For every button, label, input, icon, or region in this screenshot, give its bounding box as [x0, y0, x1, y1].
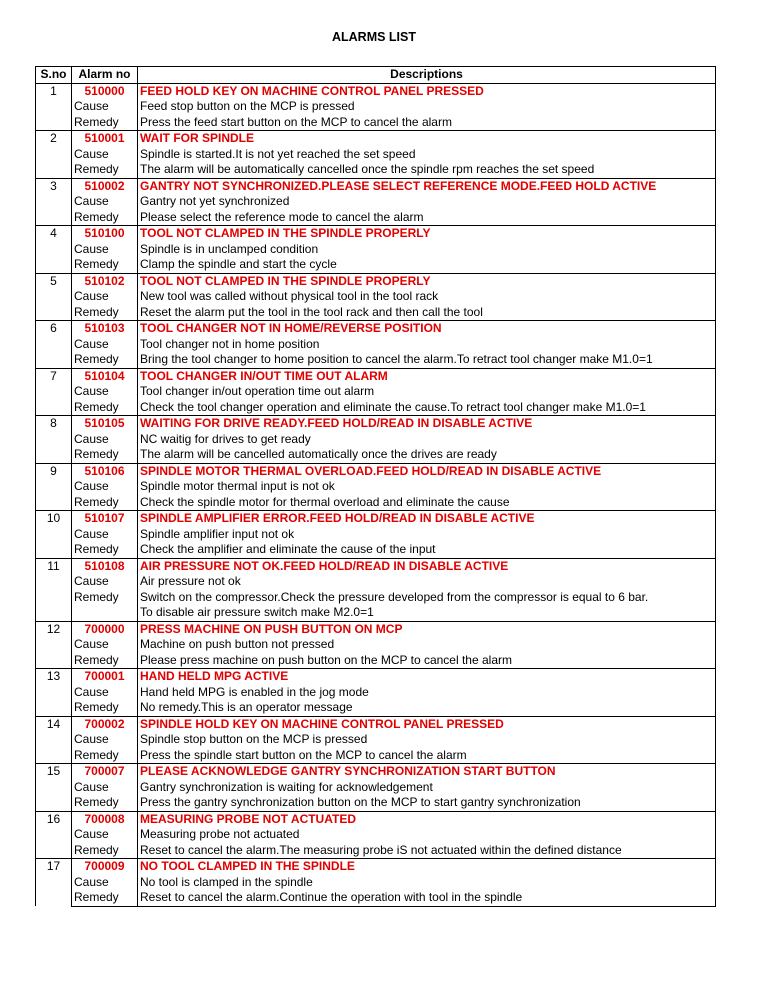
alarm-cause: NC waitig for drives to get ready [138, 432, 716, 448]
alarm-cause-row [36, 99, 716, 115]
alarm-remedy-row [36, 400, 716, 416]
alarm-remedy: Check the spindle motor for thermal overload and eliminate the cause [138, 495, 716, 511]
alarm-code: 510104 [72, 368, 138, 384]
alarm-row [36, 716, 716, 732]
alarm-title: SPINDLE MOTOR THERMAL OVERLOAD.FEED HOLD/READ IN DISABLE ACTIVE [138, 463, 716, 479]
alarm-remedy: The alarm will be cancelled automatically once the drives are ready [138, 447, 716, 463]
alarm-remedy-row [36, 115, 716, 131]
alarm-remedy: Check the amplifier and eliminate the cause of the input [138, 542, 716, 558]
cause-label: Cause [72, 574, 138, 590]
alarm-title: HAND HELD MPG ACTIVE [138, 669, 716, 685]
alarm-cause-row [36, 780, 716, 796]
alarm-title: WAIT FOR SPINDLE [138, 131, 716, 147]
cause-label: Cause [72, 384, 138, 400]
alarm-cause-row [36, 732, 716, 748]
remedy-label: Remedy [72, 795, 138, 811]
alarm-remedy: Press the gantry synchronization button on the MCP to start gantry synchronization [138, 795, 716, 811]
alarms-table [35, 66, 716, 907]
alarm-row [36, 463, 716, 479]
alarm-table-body [36, 83, 716, 906]
header-descriptions: Descriptions [138, 67, 716, 84]
alarm-row [36, 321, 716, 337]
alarm-cause: Air pressure not ok [138, 574, 716, 590]
alarm-sno: 7 [36, 368, 72, 416]
alarm-title: TOOL NOT CLAMPED IN THE SPINDLE PROPERLY [138, 226, 716, 242]
cause-label: Cause [72, 99, 138, 115]
alarm-code: 510103 [72, 321, 138, 337]
alarm-sno: 17 [36, 859, 72, 907]
alarm-cause-row [36, 384, 716, 400]
header-alarm-no: Alarm no [72, 67, 138, 84]
alarm-cause-row [36, 432, 716, 448]
alarm-cause-row [36, 637, 716, 653]
alarm-sno: 5 [36, 273, 72, 321]
alarm-remedy-row [36, 653, 716, 669]
alarm-remedy-row [36, 352, 716, 368]
remedy-label: Remedy [72, 400, 138, 416]
alarm-remedy: Please select the reference mode to cancel the alarm [138, 210, 716, 226]
alarm-sno: 4 [36, 226, 72, 274]
cause-label: Cause [72, 637, 138, 653]
alarm-code: 510107 [72, 511, 138, 527]
alarm-cause-row [36, 527, 716, 543]
alarm-cause: Spindle motor thermal input is not ok [138, 479, 716, 495]
alarm-remedy: Bring the tool changer to home position to cancel the alarm.To retract tool changer make M1.0=1 [138, 352, 716, 368]
alarm-cause-row [36, 147, 716, 163]
alarm-remedy: Switch on the compressor.Check the pressure developed from the compressor is equal to 6 bar. [138, 590, 716, 606]
alarm-cause: Feed stop button on the MCP is pressed [138, 99, 716, 115]
alarm-title: SPINDLE HOLD KEY ON MACHINE CONTROL PANEL PRESSED [138, 716, 716, 732]
cause-label: Cause [72, 479, 138, 495]
alarm-sno: 6 [36, 321, 72, 369]
alarm-remedy-row [36, 748, 716, 764]
alarm-title: TOOL CHANGER IN/OUT TIME OUT ALARM [138, 368, 716, 384]
alarm-code: 510001 [72, 131, 138, 147]
alarm-cause: Measuring probe not actuated [138, 827, 716, 843]
alarm-sno: 2 [36, 131, 72, 179]
alarm-cause: Gantry not yet synchronized [138, 194, 716, 210]
alarm-cause-row [36, 289, 716, 305]
alarm-row [36, 764, 716, 780]
alarm-row [36, 621, 716, 637]
remedy-label: Remedy [72, 162, 138, 178]
remedy-label: Remedy [72, 653, 138, 669]
alarm-remedy-row [36, 605, 716, 621]
alarm-sno: 8 [36, 416, 72, 464]
alarm-cause: No tool is clamped in the spindle [138, 875, 716, 891]
header-sno: S.no [36, 67, 72, 84]
alarm-sno: 1 [36, 83, 72, 131]
alarm-code: 700009 [72, 859, 138, 875]
alarm-remedy-row [36, 210, 716, 226]
alarm-code: 700008 [72, 811, 138, 827]
remedy-label: Remedy [72, 843, 138, 859]
alarm-row [36, 416, 716, 432]
document-title: ALARMS LIST [331, 30, 417, 44]
alarm-cause: Gantry synchronization is waiting for acknowledgement [138, 780, 716, 796]
alarm-title: TOOL NOT CLAMPED IN THE SPINDLE PROPERLY [138, 273, 716, 289]
alarm-title: PRESS MACHINE ON PUSH BUTTON ON MCP [138, 621, 716, 637]
alarm-title: GANTRY NOT SYNCHRONIZED.PLEASE SELECT REFERENCE MODE.FEED HOLD ACTIVE [138, 178, 716, 194]
table-header-row [36, 67, 716, 84]
alarm-title: TOOL CHANGER NOT IN HOME/REVERSE POSITION [138, 321, 716, 337]
alarm-remedy: Please press machine on push button on the MCP to cancel the alarm [138, 653, 716, 669]
alarm-sno: 11 [36, 558, 72, 621]
alarm-remedy: Press the feed start button on the MCP to cancel the alarm [138, 115, 716, 131]
alarm-remedy: Press the spindle start button on the MCP to cancel the alarm [138, 748, 716, 764]
alarm-row [36, 558, 716, 574]
alarm-row [36, 859, 716, 875]
alarm-row [36, 226, 716, 242]
alarm-row [36, 811, 716, 827]
alarm-remedy-row [36, 795, 716, 811]
alarm-code: 700007 [72, 764, 138, 780]
cause-label: Cause [72, 827, 138, 843]
alarm-row [36, 273, 716, 289]
alarm-remedy-row [36, 447, 716, 463]
alarm-code: 510105 [72, 416, 138, 432]
alarm-remedy-row [36, 542, 716, 558]
alarm-cause-row [36, 479, 716, 495]
alarm-cause-row [36, 574, 716, 590]
remedy-label: Remedy [72, 748, 138, 764]
alarm-cause-row [36, 337, 716, 353]
alarm-sno: 13 [36, 669, 72, 717]
alarm-remedy: Reset to cancel the alarm.Continue the operation with tool in the spindle [138, 890, 716, 906]
alarm-cause: Hand held MPG is enabled in the jog mode [138, 685, 716, 701]
alarm-row [36, 669, 716, 685]
cause-label: Cause [72, 147, 138, 163]
alarm-remedy-row [36, 890, 716, 906]
alarm-title: PLEASE ACKNOWLEDGE GANTRY SYNCHRONIZATION START BUTTON [138, 764, 716, 780]
alarm-sno: 10 [36, 511, 72, 559]
alarm-row [36, 131, 716, 147]
alarm-remedy: Reset the alarm put the tool in the tool rack and then call the tool [138, 305, 716, 321]
alarm-code: 510102 [72, 273, 138, 289]
alarm-sno: 15 [36, 764, 72, 812]
alarm-title: MEASURING PROBE NOT ACTUATED [138, 811, 716, 827]
alarm-cause: Spindle stop button on the MCP is pressed [138, 732, 716, 748]
alarm-cause: New tool was called without physical tool in the tool rack [138, 289, 716, 305]
alarm-code: 700002 [72, 716, 138, 732]
alarm-code: 510000 [72, 83, 138, 99]
cause-label: Cause [72, 780, 138, 796]
alarm-code: 700000 [72, 621, 138, 637]
cause-label: Cause [72, 194, 138, 210]
alarm-remedy: Clamp the spindle and start the cycle [138, 257, 716, 273]
remedy-label: Remedy [72, 890, 138, 906]
alarm-code: 700001 [72, 669, 138, 685]
alarm-cause-row [36, 827, 716, 843]
alarm-code: 510108 [72, 558, 138, 574]
alarm-remedy-row [36, 843, 716, 859]
alarm-remedy-row [36, 257, 716, 273]
alarm-cause-row [36, 242, 716, 258]
alarm-row [36, 368, 716, 384]
cause-label: Cause [72, 527, 138, 543]
alarm-cause-row [36, 685, 716, 701]
remedy-label: Remedy [72, 542, 138, 558]
alarm-cause: Spindle is in unclamped condition [138, 242, 716, 258]
cause-label: Cause [72, 337, 138, 353]
alarm-cause: Tool changer not in home position [138, 337, 716, 353]
remedy-label: Remedy [72, 447, 138, 463]
alarm-row [36, 83, 716, 99]
cause-label: Cause [72, 875, 138, 891]
remedy-label: Remedy [72, 352, 138, 368]
alarm-sno: 16 [36, 811, 72, 859]
remedy-label: Remedy [72, 590, 138, 622]
alarm-sno: 9 [36, 463, 72, 511]
alarm-cause: Machine on push button not pressed [138, 637, 716, 653]
alarm-sno: 3 [36, 178, 72, 226]
alarm-remedy-row [36, 305, 716, 321]
alarm-remedy-row [36, 700, 716, 716]
alarm-cause: Tool changer in/out operation time out alarm [138, 384, 716, 400]
alarm-remedy: To disable air pressure switch make M2.0=1 [138, 605, 716, 621]
remedy-label: Remedy [72, 700, 138, 716]
alarm-remedy-row [36, 590, 716, 606]
alarm-code: 510100 [72, 226, 138, 242]
cause-label: Cause [72, 289, 138, 305]
alarm-title: SPINDLE AMPLIFIER ERROR.FEED HOLD/READ IN DISABLE ACTIVE [138, 511, 716, 527]
alarm-remedy: Reset to cancel the alarm.The measuring probe iS not actuated within the defined distance [138, 843, 716, 859]
alarm-remedy: The alarm will be automatically cancelled once the spindle rpm reaches the set speed [138, 162, 716, 178]
remedy-label: Remedy [72, 210, 138, 226]
alarm-row [36, 178, 716, 194]
cause-label: Cause [72, 242, 138, 258]
alarm-code: 510002 [72, 178, 138, 194]
alarm-remedy-row [36, 162, 716, 178]
alarm-title: AIR PRESSURE NOT OK.FEED HOLD/READ IN DISABLE ACTIVE [138, 558, 716, 574]
alarm-title: NO TOOL CLAMPED IN THE SPINDLE [138, 859, 716, 875]
remedy-label: Remedy [72, 257, 138, 273]
alarm-title: FEED HOLD KEY ON MACHINE CONTROL PANEL PRESSED [138, 83, 716, 99]
remedy-label: Remedy [72, 305, 138, 321]
alarm-cause-row [36, 194, 716, 210]
alarm-remedy-row [36, 495, 716, 511]
alarm-sno: 12 [36, 621, 72, 669]
alarm-cause: Spindle is started.It is not yet reached the set speed [138, 147, 716, 163]
remedy-label: Remedy [72, 495, 138, 511]
cause-label: Cause [72, 732, 138, 748]
alarm-remedy: Check the tool changer operation and eliminate the cause.To retract tool changer make M1.0=1 [138, 400, 716, 416]
cause-label: Cause [72, 685, 138, 701]
alarm-code: 510106 [72, 463, 138, 479]
alarm-row [36, 511, 716, 527]
alarm-cause-row [36, 875, 716, 891]
alarm-sno: 14 [36, 716, 72, 764]
remedy-label: Remedy [72, 115, 138, 131]
cause-label: Cause [72, 432, 138, 448]
alarm-title: WAITING FOR DRIVE READY.FEED HOLD/READ IN DISABLE ACTIVE [138, 416, 716, 432]
alarm-remedy: No remedy.This is an operator message [138, 700, 716, 716]
alarm-cause: Spindle amplifier input not ok [138, 527, 716, 543]
